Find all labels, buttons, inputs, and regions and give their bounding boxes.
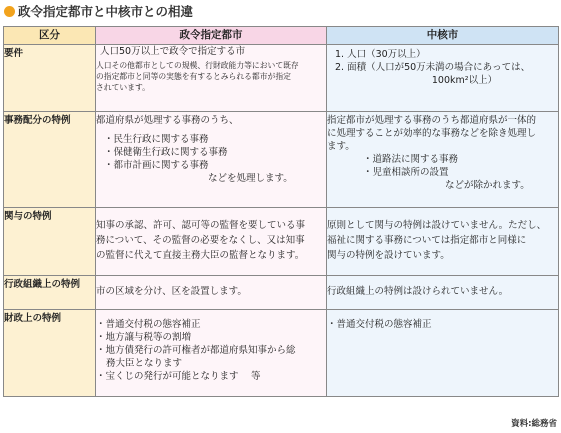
table-header-row: [4, 27, 559, 45]
core-requirements: 1. 人口（30万以上） 2. 面積（人口が50万未満の場合にあっては、 100km²以上）: [327, 45, 559, 112]
core-kanyo: 原則として関与の特例は設けていません。ただし、 福祉に関する事務については指定都市と同様に 関与の特例を設けています。: [327, 208, 559, 276]
table-row: [4, 112, 559, 208]
comparison-table: [3, 26, 559, 397]
table-row: [4, 276, 559, 310]
row-label-requirements: 要件: [4, 45, 96, 112]
designated-gyosei: 市の区域を分け、区を設置します。: [96, 276, 327, 310]
source-note: 資料:総務省: [511, 419, 557, 429]
header-core-city: 中核市: [327, 27, 559, 45]
core-jimu: 指定都市が処理する事務のうち都道府県が一体的 に処理することが効率的な事務などを除き処理し ます。 ・道路法に関する事務 ・児童相談所の設置 などが除かれます。: [327, 112, 559, 208]
core-zaisei: ・普通交付税の態容補正: [327, 310, 559, 397]
designated-jimu: 都道府県が処理する事務のうち、 ・民生行政に関する事務 ・保健衛生行政に関する事務 ・都市計画に関する事務 などを処理します。: [96, 112, 327, 208]
page-title: [4, 2, 193, 20]
core-gyosei: 行政組織上の特例は設けられていません。: [327, 276, 559, 310]
row-label-kanyo: 関与の特例: [4, 208, 96, 276]
header-designated-city: 政令指定都市: [96, 27, 327, 45]
table-row: [4, 310, 559, 397]
page-title-text: 政令指定都市と中核市との相違: [18, 4, 194, 19]
row-label-jimu: 事務配分の特例: [4, 112, 96, 208]
designated-zaisei: ・普通交付税の態容補正 ・地方譲与税等の割増 ・地方債発行の許可権者が都道府県知事から総 務大臣となります ・宝くじの発行が可能となります 等: [96, 310, 327, 397]
header-category: 区分: [4, 27, 96, 45]
orange-dot-icon: [4, 6, 15, 17]
table-row: [4, 45, 559, 112]
row-label-zaisei: 財政上の特例: [4, 310, 96, 397]
designated-kanyo: 知事の承認、許可、認可等の監督を要している事 務について、その監督の必要をなくし、又は知事 の監督に代えて直接主務大臣の監督となります。: [96, 208, 327, 276]
designated-requirements: 人口50万以上で政令で指定する市 人口その他都市としての規模、行財政能力等において既存 の指定都市と同等の実態を有するとみられる都市が指定 されています。: [96, 45, 327, 112]
row-label-gyosei: 行政組織上の特例: [4, 276, 96, 310]
table-row: [4, 208, 559, 276]
